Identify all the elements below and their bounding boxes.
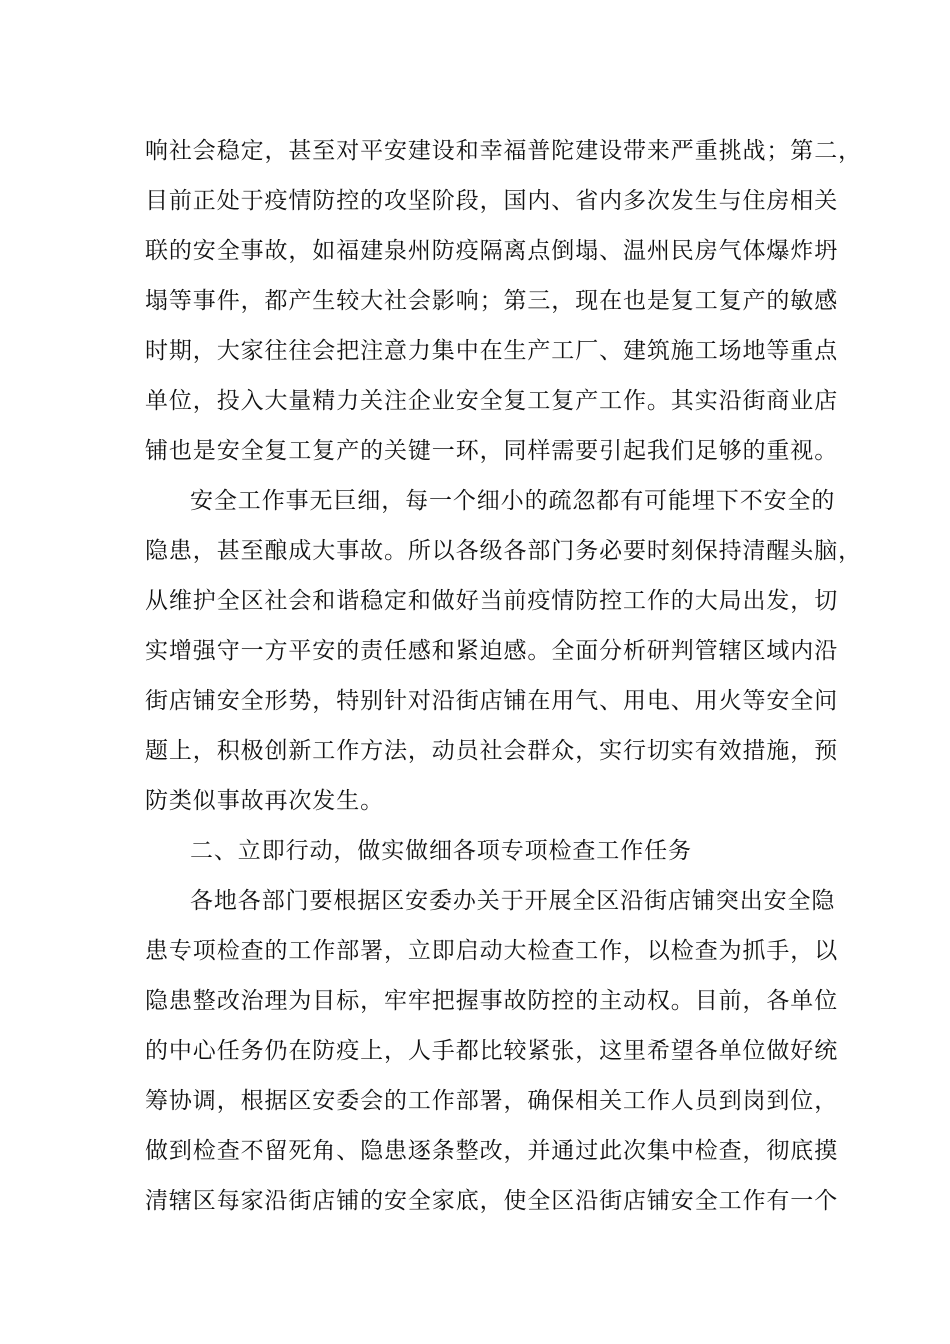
text-line: 联的安全事故，如福建泉州防疫隔离点倒塌、温州民房气体爆炸坍	[145, 238, 839, 264]
text-line: 目前正处于疫情防控的攻坚阶段，国内、省内多次发生与住房相关	[145, 188, 839, 214]
text-line: 实增强守一方平安的责任感和紧迫感。全面分析研判管辖区域内沿	[145, 638, 839, 664]
text-line: 的中心任务仍在防疫上，人手都比较紧张，这里希望各单位做好统	[145, 1038, 839, 1064]
text-line: 题上，积极创新工作方法，动员社会群众，实行切实有效措施，预	[145, 738, 839, 764]
text-line: 做到检查不留死角、隐患逐条整改，并通过此次集中检查，彻底摸	[145, 1138, 839, 1164]
text-line: 隐患整改治理为目标，牢牢把握事故防控的主动权。目前，各单位	[145, 988, 839, 1014]
paragraph-first-line: 安全工作事无巨细，每一个细小的疏忽都有可能埋下不安全的	[190, 488, 836, 514]
text-line: 铺也是安全复工复产的关键一环，同样需要引起我们足够的重视。	[145, 438, 839, 464]
paragraph-first-line: 各地各部门要根据区安委办关于开展全区沿街店铺突出安全隐	[190, 888, 836, 914]
text-line: 清辖区每家沿街店铺的安全家底，使全区沿街店铺安全工作有一个	[145, 1188, 839, 1214]
text-line: 患专项检查的工作部署，立即启动大检查工作，以检查为抓手，以	[145, 938, 839, 964]
text-line: 隐患，甚至酿成大事故。所以各级各部门务必要时刻保持清醒头脑，	[145, 538, 862, 564]
text-line: 单位，投入大量精力关注企业安全复工复产工作。其实沿街商业店	[145, 388, 839, 414]
text-line: 从维护全区社会和谐稳定和做好当前疫情防控工作的大局出发，切	[145, 588, 839, 614]
text-line: 塌等事件，都产生较大社会影响；第三，现在也是复工复产的敏感	[145, 288, 839, 314]
text-line: 筹协调，根据区安委会的工作部署，确保相关工作人员到岗到位，	[145, 1088, 839, 1114]
text-line: 响社会稳定，甚至对平安建设和幸福普陀建设带来严重挑战；第二，	[145, 138, 862, 164]
text-line: 时期，大家往往会把注意力集中在生产工厂、建筑施工场地等重点	[145, 338, 839, 364]
text-line: 防类似事故再次发生。	[145, 788, 384, 814]
section-heading: 二、立即行动，做实做细各项专项检查工作任务	[190, 838, 692, 864]
text-line: 街店铺安全形势，特别针对沿街店铺在用气、用电、用火等安全问	[145, 688, 839, 714]
